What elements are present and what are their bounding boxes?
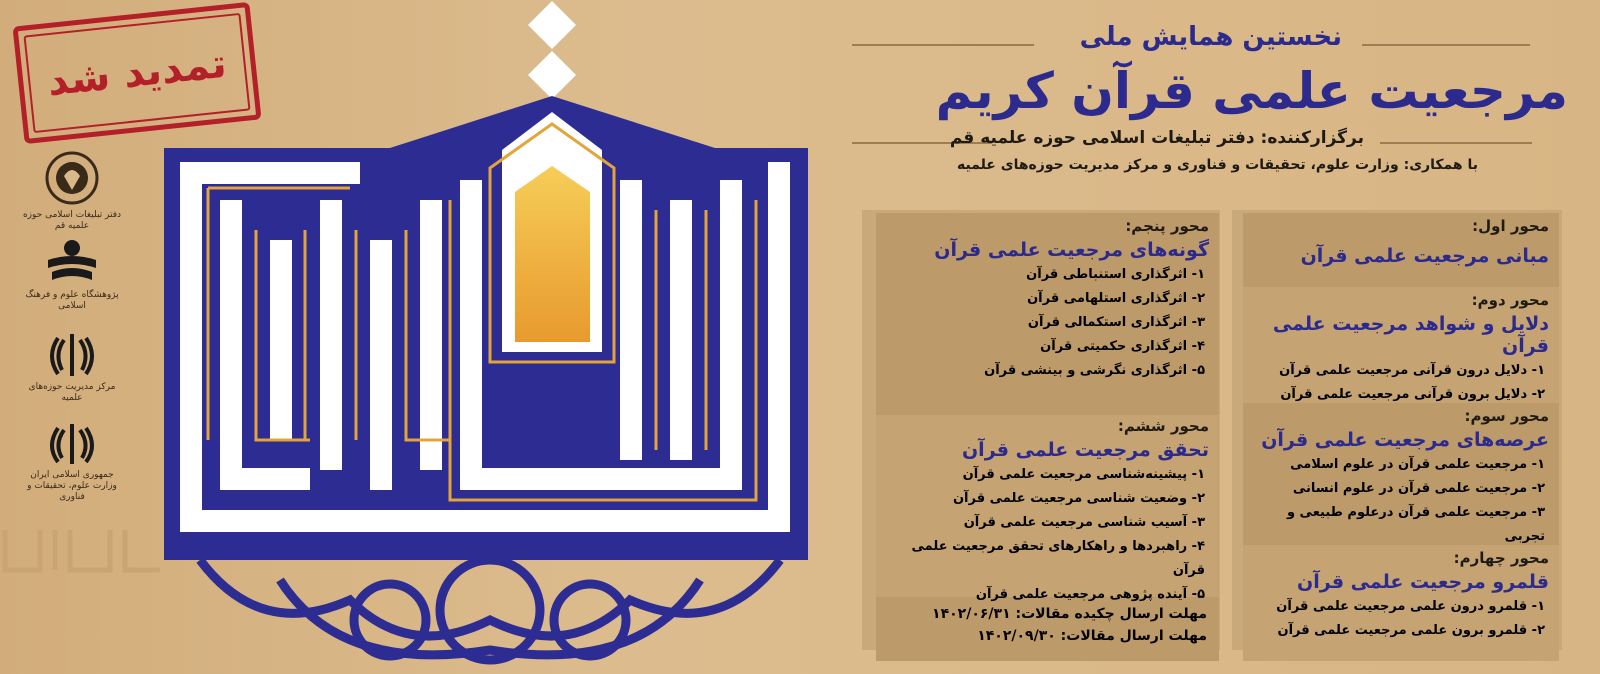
divider [1380,142,1532,144]
stamp-text: تمدید شد [45,40,229,106]
axis-item: ۳- آسیب شناسی مرجعیت علمی قرآن [963,515,1205,530]
divider [1362,44,1530,46]
deadline-label: مهلت ارسال چکیده مقالات: [1015,606,1207,622]
axis-item: ۳- اثرگذاری استکمالی قرآن [1027,315,1205,330]
axis-item: ۱- مرجعیت علمی قرآن در علوم اسلامی [1290,457,1545,472]
divider [852,44,1034,46]
axis-item: ۲- دلایل برون قرآنی مرجعیت علمی قرآن [1280,387,1545,402]
event-title: مرجعیت علمی قرآن کریم [935,62,1568,120]
axis-item: ۴- راهبردها و راهکارهای تحقق مرجعیت علمی قرآن [911,539,1205,578]
logo-ministry [22,420,122,503]
axis-head: محور پنجم: [1125,217,1209,235]
axis-title: دلایل و شواهد مرجعیت علمی قرآن [1272,313,1549,357]
axis-title: تحقق مرجعیت علمی قرآن [961,439,1209,461]
axis-item: ۵- آینده پژوهی مرجعیت علمی قرآن [975,587,1205,602]
axis-5 [876,213,1219,415]
axis-item: ۵- اثرگذاری نگرشی و بینشی قرآن [984,363,1205,378]
axis-item: ۱- پیشینه‌شناسی مرجعیت علمی قرآن [962,467,1205,482]
logo-modiriat [22,330,122,404]
axes-left [876,213,1219,661]
organizer-text: برگزارکننده: دفتر تبلیغات اسلامی حوزه علمیه قم [949,128,1364,148]
logo-caption: دفتر تبلیغات اسلامی حوزه علمیه قم [22,210,122,231]
axis-item: ۱- دلایل درون قرآنی مرجعیت علمی قرآن [1279,363,1545,378]
axis-item: ۱- اثرگذاری استنباطی قرآن [1026,267,1205,282]
axis-title: عرصه‌های مرجعیت علمی قرآن [1261,429,1549,451]
axis-3 [1243,403,1559,545]
axis-head: محور اول: [1472,217,1549,235]
deadline-date: ۱۴۰۲/۰۹/۳۰ [977,628,1056,644]
axis-title: مبانی مرجعیت علمی قرآن [1300,245,1549,267]
axis-head: محور ششم: [1117,417,1209,435]
deadlines [876,597,1219,661]
axis-6 [876,415,1219,602]
axis-item: ۲- وضعیت شناسی مرجعیت علمی قرآن [952,491,1205,506]
book-emblem-icon [44,238,100,288]
axis-2 [1243,287,1559,403]
deadline-date: ۱۴۰۲/۰۶/۳۱ [932,606,1011,622]
axis-head: محور سوم: [1464,407,1549,425]
axis-head: محور دوم: [1471,291,1549,309]
background-pattern [0,520,170,580]
deadline-label: مهلت ارسال مقالات: [1060,628,1207,644]
axis-item: ۲- قلمرو برون علمی مرجعیت علمی قرآن [1277,623,1545,638]
deadline-paper [876,625,1219,647]
axis-item: ۲- اثرگذاری استلهامی قرآن [1027,291,1205,306]
axes-right [1243,213,1559,661]
logo-pajouheshgah [22,238,122,312]
logo-caption: پژوهشگاه علوم و فرهنگ اسلامی [25,290,119,311]
logo-caption: مرکز مدیریت حوزه‌های علمیه [28,382,116,403]
iran-emblem-icon [46,420,98,468]
axis-title: قلمرو مرجعیت علمی قرآن [1297,571,1549,593]
cooperation-text: با همکاری: وزارت علوم، تحقیقات و فناوری و مرکز مدیریت حوزه‌های علمیه [957,157,1478,173]
event-subtitle: نخستین همایش ملی [1079,22,1342,52]
iran-emblem-icon [46,330,98,380]
axis-1 [1243,213,1559,287]
axis-item: ۱- قلمرو درون علمی مرجعیت علمی قرآن [1276,599,1545,614]
logo-tablighat [22,150,122,232]
deadline-abstract [876,603,1219,625]
axis-item: ۳- مرجعیت علمی قرآن درعلوم طبیعی و تجربی [1286,505,1545,544]
axis-item: ۲- مرجعیت علمی قرآن در علوم انسانی [1292,481,1545,496]
axis-head: محور چهارم: [1453,549,1549,567]
emblem-icon [44,150,100,208]
axis-4 [1243,545,1559,661]
axis-title: گونه‌های مرجعیت علمی قرآن [934,239,1209,261]
logo-caption: جمهوری اسلامی ایران وزارت علوم، تحقیقات و فناوری [27,470,117,502]
quran-calligraphy-emblem [160,0,820,674]
axis-item: ۴- اثرگذاری حکمیتی قرآن [1040,339,1205,354]
